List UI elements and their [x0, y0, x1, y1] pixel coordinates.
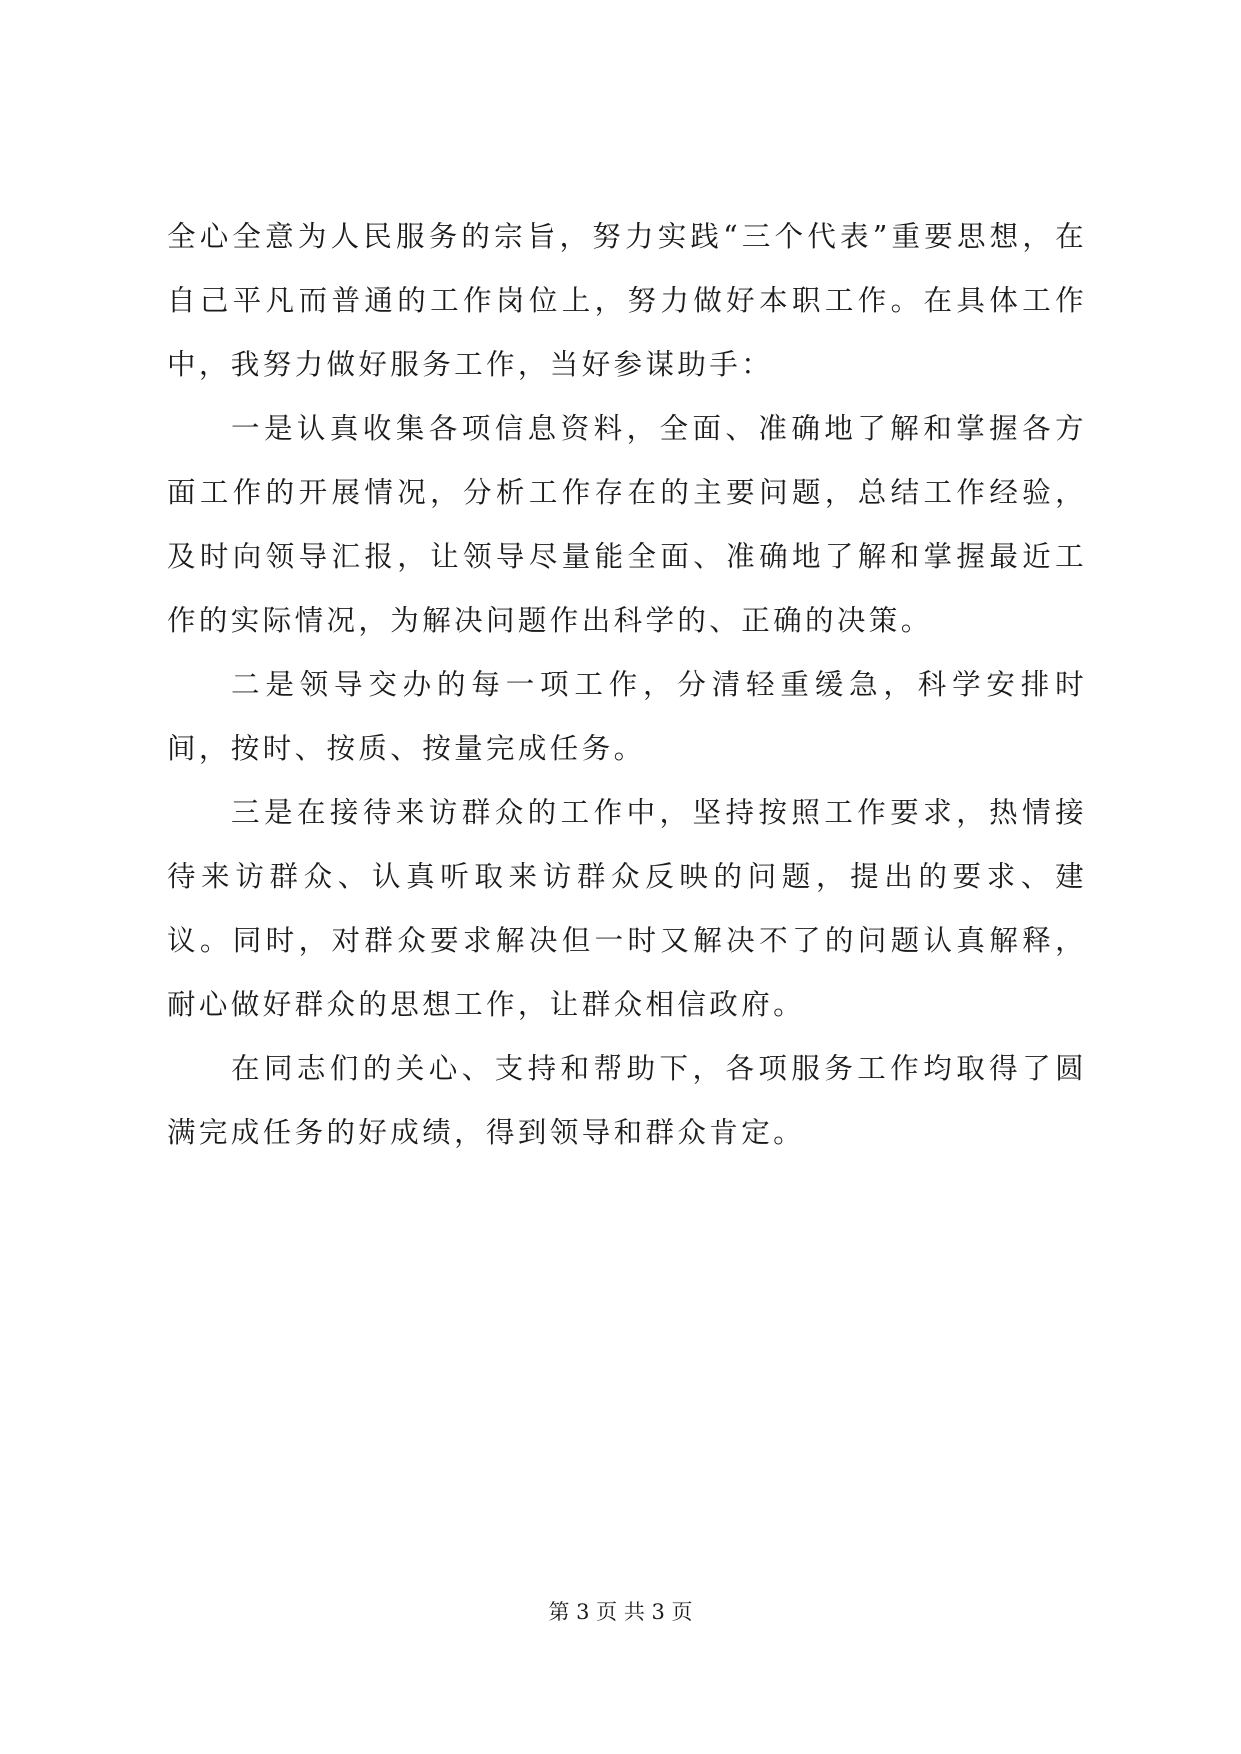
paragraph-continued: 全心全意为人民服务的宗旨，努力实践“三个代表”重要思想，在自己平凡而普通的工作岗位上，努力做好本职工作。在具体工作中，我努力做好服务工作，当好参谋助手： — [167, 220, 1087, 381]
paragraph-item-three: 三是在接待来访群众的工作中，坚持按照工作要求，热情接待来访群众、认真听取来访群众反映的问题，提出的要求、建议。同时，对群众要求解决但一时又解决不了的问题认真解释，耐心做好群众的思想工作，让群众相信政府。 — [167, 796, 1087, 1021]
document-body — [167, 205, 1087, 1165]
paragraph-item-two: 二是领导交办的每一项工作，分清轻重缓急，科学安排时间，按时、按质、按量完成任务。 — [167, 668, 1087, 765]
paragraph-item-one: 一是认真收集各项信息资料，全面、准确地了解和掌握各方面工作的开展情况，分析工作存在的主要问题，总结工作经验，及时向领导汇报，让领导尽量能全面、准确地了解和掌握最近工作的实际情况，为解决问题作出科学的、正确的决策。 — [167, 412, 1087, 637]
page-footer — [0, 1597, 1241, 1627]
page-number: 第 3 页 共 3 页 — [548, 1600, 693, 1624]
paragraph-conclusion: 在同志们的关心、支持和帮助下，各项服务工作均取得了圆满完成任务的好成绩，得到领导和群众肯定。 — [167, 1052, 1087, 1149]
